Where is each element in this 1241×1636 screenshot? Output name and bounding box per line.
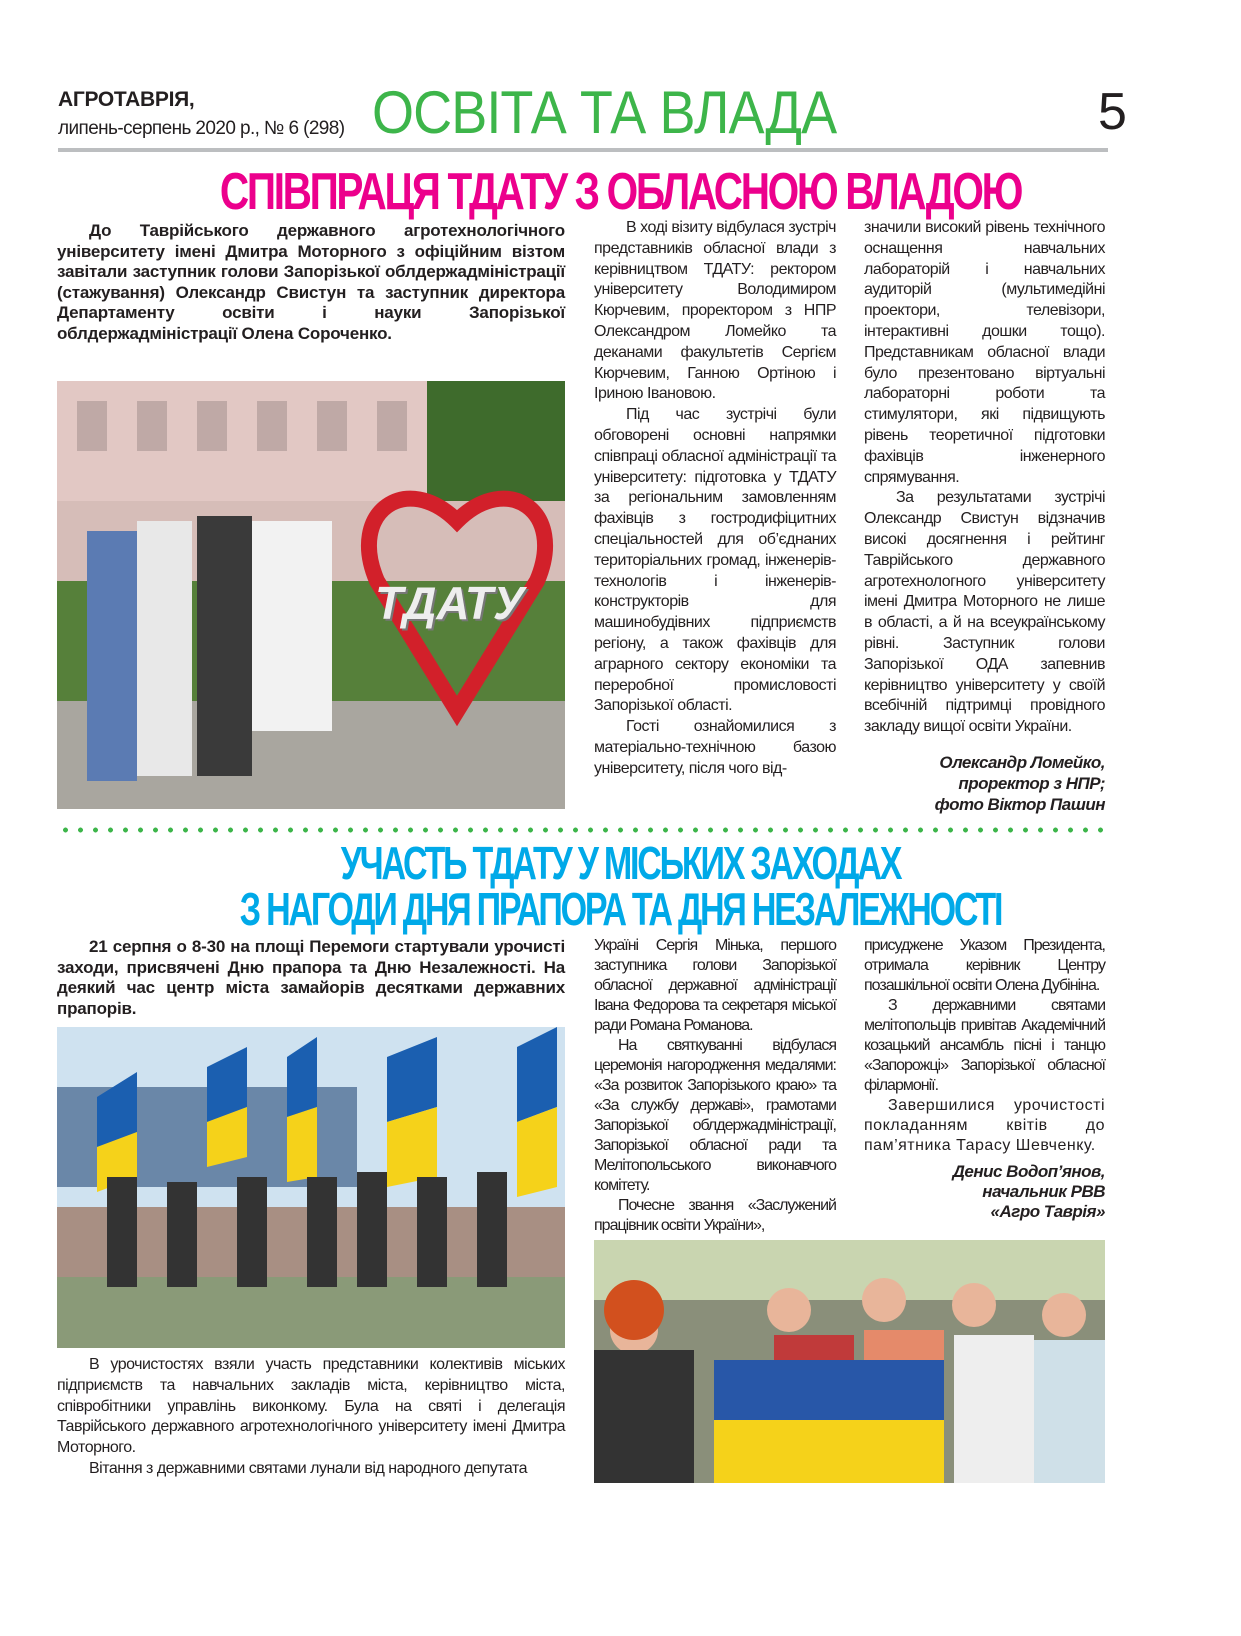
paragraph: В урочистостях взяли участь представники колективів міських підприємств та навчальних закладів міста, керівництво міста, співробітники управлінь виконкому. Була на святі і делегація Таврійського державного агротехнологічного університету імені Дмитра Моторного. bbox=[57, 1356, 565, 1457]
article2-photo-flags bbox=[57, 1027, 565, 1348]
article2-column1 bbox=[57, 1355, 565, 1480]
article1-signature bbox=[864, 752, 1105, 815]
article1-column2 bbox=[594, 218, 836, 780]
author-name: Олександр Ломейко, bbox=[939, 752, 1105, 772]
page-number: 5 bbox=[1098, 83, 1127, 141]
paragraph: Завершилися урочистості покладанням квітів до пам’ятника Тарасу Шевченку. bbox=[864, 1097, 1105, 1154]
photo-scene bbox=[57, 1027, 565, 1348]
paragraph: значили високий рівень технічного оснащення навчальних лабораторій і навчальних аудиторій (мультимедійні проектори, телевізори, інтерактивні дошки тощо). Представникам обласної влади було презентовано віртуальні лабораторні роботи та стимулятори, які підвищують рівень теоретичної підготовки фахівців інженерного спрямування. bbox=[864, 219, 1105, 486]
article2-title bbox=[161, 837, 1079, 935]
title-line: З НАГОДИ ДНЯ ПРАПОРА ТА ДНЯ НЕЗАЛЕЖНОСТІ bbox=[239, 883, 1002, 935]
author-title: проректор з НПР; bbox=[958, 773, 1105, 793]
article1-title: СПІВПРАЦЯ ТДАТУ З ОБЛАСНОЮ ВЛАДОЮ bbox=[219, 163, 1022, 221]
author-org: «Агро Таврія» bbox=[990, 1202, 1105, 1221]
section-title: ОСВІТА ТА ВЛАДА bbox=[372, 79, 837, 146]
lead-paragraph: До Таврійського державного агротехнологічного університету імені Дмитра Моторного з офіційним візтом завітали заступник голови Запорізької облдержадміністрації (стажування) Олександр Свистун та заступник директора Департаменту освіти і науки Запорізької облдержадміністрації Олена Сороченко. bbox=[57, 221, 565, 343]
paragraph: присуджене Указом Президента, отримала керівник Центру позашкільної освіти Олена Дубініна. bbox=[864, 937, 1105, 994]
photo-credit: фото Віктор Пашин bbox=[934, 794, 1105, 814]
photo-scene bbox=[594, 1240, 1105, 1483]
paragraph: Вітання з державними святами лунали від народного депутата bbox=[89, 1459, 527, 1477]
author-title: начальник РВВ bbox=[982, 1182, 1105, 1201]
title-line: УЧАСТЬ ТДАТУ У МІСЬКИХ ЗАХОДАХ bbox=[340, 837, 901, 889]
paragraph: В ході візиту відбулася зустріч представників обласної влади з керівництвом ТДАТУ: ректором університету Володимиром Кюрчевим, проректором з НПР Олександром Ломейко та деканами факультетів Сергієм Кюрчевим, Ганною Ортіною і Іриною Івановою. bbox=[594, 219, 836, 403]
paragraph: Гості ознайомилися з матеріально-технічною базою університету, після чого від- bbox=[594, 718, 836, 777]
author-name: Денис Водоп’янов, bbox=[952, 1162, 1105, 1181]
paragraph: З державними святами мелітопольців привітав Академічний козацький ансамбль пісні і танцю «Запорожці» Запорізької обласної філармонії. bbox=[864, 997, 1105, 1094]
article2-lead bbox=[57, 937, 565, 1019]
dotted-divider bbox=[58, 827, 1108, 833]
paragraph: Під час зустрічі були обговорені основні напрямки співпраці обласної адміністрації та університету: підготовка у ТДАТУ за регіональним замовленням фахівців з гостродифіцитних спеціальностей для об’єднаних територіальних громад, інженерів-технологів і інженерів-конструкторів для машинобудівних підприємств регіону, а також фахівців для аграрного сектору економіки та переробної промисловості Запорізької області. bbox=[594, 406, 836, 715]
article2-photo-crowd bbox=[594, 1240, 1105, 1483]
article2-signature bbox=[864, 1162, 1105, 1222]
article1-column3 bbox=[864, 218, 1105, 815]
photo-sign-text: ТДАТУ bbox=[375, 577, 525, 629]
paragraph: На святкуванні відбулася церемонія нагородження медалями: «За розвиток Запорізького краю» та «За службу державі», грамотами Запорізької облдержадміністрації, Запорізької обласної ради та Мелітопольського виконавчого комітету. bbox=[594, 1037, 836, 1194]
issue-info: липень-серпень 2020 р., № 6 (298) bbox=[58, 118, 345, 139]
paragraph: За результатами зустрічі Олександр Свистун відзначив високі досягнення і рейтинг Таврійського державного агротехнологного університету імені Дмитра Моторного не лише в області, а й на всеукраїнському рівні. Заступник голови Запорізької ОДА запевнив керівництво університету у своїй всебічній підтримці провідного закладу вищої освіти України. bbox=[864, 489, 1105, 736]
header-rule bbox=[58, 148, 1108, 152]
paragraph: Почесне звання «Заслужений працівник освіти України», bbox=[594, 1197, 836, 1234]
lead-paragraph: 21 серпня о 8-30 на площі Перемоги стартували урочисті заходи, присвячені Дню прапора та Дню Незалежності. На деякий час центр міста замайорів десятками державних прапорів. bbox=[57, 937, 565, 1018]
paragraph: Україні Сергія Мінька, першого заступника голови Запорізької обласної державної адміністрації Івана Федорова та секретаря міської ради Романа Романова. bbox=[594, 937, 836, 1034]
article2-column2 bbox=[594, 936, 836, 1236]
article2-column3 bbox=[864, 936, 1105, 1222]
article1-lead bbox=[57, 221, 565, 345]
publication-name: АГРОТАВРІЯ, bbox=[58, 88, 195, 111]
article1-photo bbox=[57, 381, 565, 809]
